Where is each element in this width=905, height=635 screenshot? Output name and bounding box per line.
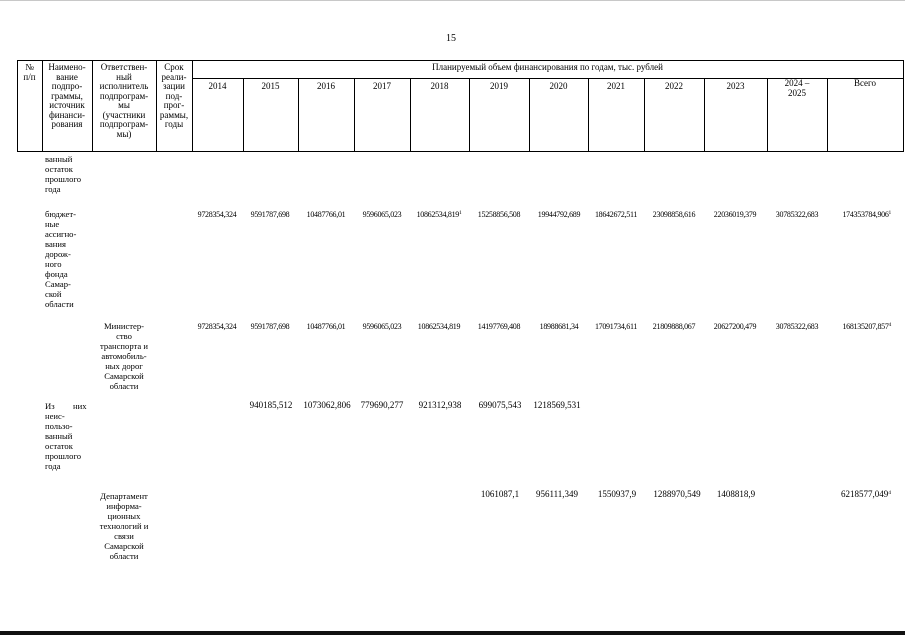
executor-label: связи	[114, 531, 134, 541]
header-year: 2018	[430, 81, 449, 91]
row-label: Из	[45, 401, 55, 411]
row-label: дорож-	[45, 249, 71, 259]
value-2020: 1218569,531	[533, 400, 581, 410]
footnote-mark: 4	[888, 490, 891, 496]
row-label: ассигно-	[45, 229, 77, 239]
value-2021: 17091734,611	[594, 322, 638, 331]
row-label: года	[45, 461, 61, 471]
row-label: фонда	[45, 269, 68, 279]
row-label: них	[73, 401, 87, 411]
value-2014: 9728354,324	[197, 210, 237, 219]
row-label: ской	[45, 289, 62, 299]
row-label: бюджет-	[45, 209, 76, 219]
header-year: 2021	[607, 81, 625, 91]
header-financing-group: Планируемый объем финансирования по годам, тыс. рублей	[432, 62, 663, 72]
header-year: 2014	[208, 81, 227, 91]
value-2017: 9596065,023	[362, 210, 402, 219]
header-number: № п/п	[23, 62, 36, 82]
value-2018: 10862534,819$^1$	[416, 210, 462, 219]
header-year: 2023	[726, 81, 745, 91]
value-2023: 22036019,379	[713, 210, 757, 219]
row-label: вания	[45, 239, 66, 249]
value-2020: 19944792,689	[537, 210, 581, 219]
value-2020: 18988681,34	[539, 322, 579, 331]
value-2021: 18642672,511	[594, 210, 638, 219]
value-2018: 10862534,819	[417, 322, 461, 331]
value-2024-2025: 30785322,683	[775, 322, 819, 331]
executor-label: ционных	[107, 511, 141, 521]
value-2016: 10487766,01	[306, 322, 346, 331]
value-2023: 1408818,9	[716, 489, 756, 499]
value-2016: 10487766,01	[306, 210, 346, 219]
header-year: 2022	[665, 81, 683, 91]
header-year: 2016	[317, 81, 335, 91]
executor-label: автомобиль-	[101, 351, 147, 361]
value-2022: 23098858,616	[652, 210, 696, 219]
row-label: ванный	[45, 431, 73, 441]
executor-label: транспорта и	[100, 341, 148, 351]
row-label: ванный	[45, 154, 73, 164]
value-total: 174353784,906$^1$	[842, 210, 891, 219]
row-label: ного	[45, 259, 62, 269]
page-top-edge	[0, 0, 905, 1]
header-executor: Ответствен- ный исполнитель подпрограм- мы (участники подпрограм- мы)	[99, 62, 149, 139]
executor-label: технологий и	[99, 521, 149, 531]
row-label: прошлого	[45, 174, 82, 184]
value-2022: 21809888,067	[652, 322, 696, 331]
executor-label: области	[109, 551, 139, 561]
header-year: 2017	[373, 81, 391, 91]
value-2018: 921312,938	[418, 400, 462, 410]
header-year: 2015	[261, 81, 280, 91]
value-2022: 1288970,549	[653, 489, 701, 499]
value-2020: 956111,349	[535, 489, 579, 499]
value-2021: 1550937,9	[597, 489, 637, 499]
value-total: 168135207,857$^4$	[842, 322, 891, 331]
row-label: остаток	[45, 164, 73, 174]
executor-label: ство	[116, 331, 132, 341]
row-label: ные	[45, 219, 60, 229]
row-label: пользо-	[45, 421, 73, 431]
value-2019: 1061087,1	[480, 489, 520, 499]
value-2017: 779690,277	[360, 400, 404, 410]
value-2024-2025: 30785322,683	[775, 210, 819, 219]
header-term: Срок реали- зации под- прог- раммы, годы	[159, 62, 189, 129]
header-year: 2024 – 2025	[784, 78, 810, 98]
footnote-mark: 4	[888, 322, 891, 328]
row-label: года	[45, 184, 61, 194]
value-2015: 940185,512	[249, 400, 293, 410]
value-total: 6218577,049$^4$	[841, 489, 891, 499]
row-label: прошлого	[45, 451, 82, 461]
value-2023: 20627200,479	[713, 322, 757, 331]
executor-label: Департамент	[100, 491, 148, 501]
row-label: Самар-	[45, 279, 71, 289]
page-number: 15	[446, 33, 456, 44]
header-total: Всего	[853, 78, 877, 88]
page-bottom-edge	[0, 631, 905, 635]
executor-label: Самарской	[104, 541, 144, 551]
value-2014: 9728354,324	[197, 322, 237, 331]
value-2017: 9596065,023	[362, 322, 402, 331]
header-subprogram-name: Наимено- вание подпро- граммы, источник финанси- рования	[48, 62, 86, 129]
footnote-mark: 1	[888, 210, 891, 216]
value-2015: 9591787,698	[250, 322, 290, 331]
row-label: остаток	[45, 441, 73, 451]
value-2015: 9591787,698	[250, 210, 290, 219]
executor-label: области	[109, 381, 139, 391]
header-year: 2020	[549, 81, 568, 91]
row-label: неис-	[45, 411, 65, 421]
executor-label: Самарской	[104, 371, 144, 381]
footnote-mark: 1	[458, 210, 462, 216]
executor-label: информа-	[106, 501, 142, 511]
value-2019: 14197769,408	[477, 322, 521, 331]
header-year: 2019	[490, 81, 508, 91]
row-label: области	[45, 299, 74, 309]
value-2016: 1073062,806	[303, 400, 351, 410]
value-2019: 699075,543	[478, 400, 522, 410]
executor-label: ных дорог	[105, 361, 143, 371]
value-2019: 15258856,508	[477, 210, 521, 219]
executor-label: Министер-	[104, 321, 144, 331]
